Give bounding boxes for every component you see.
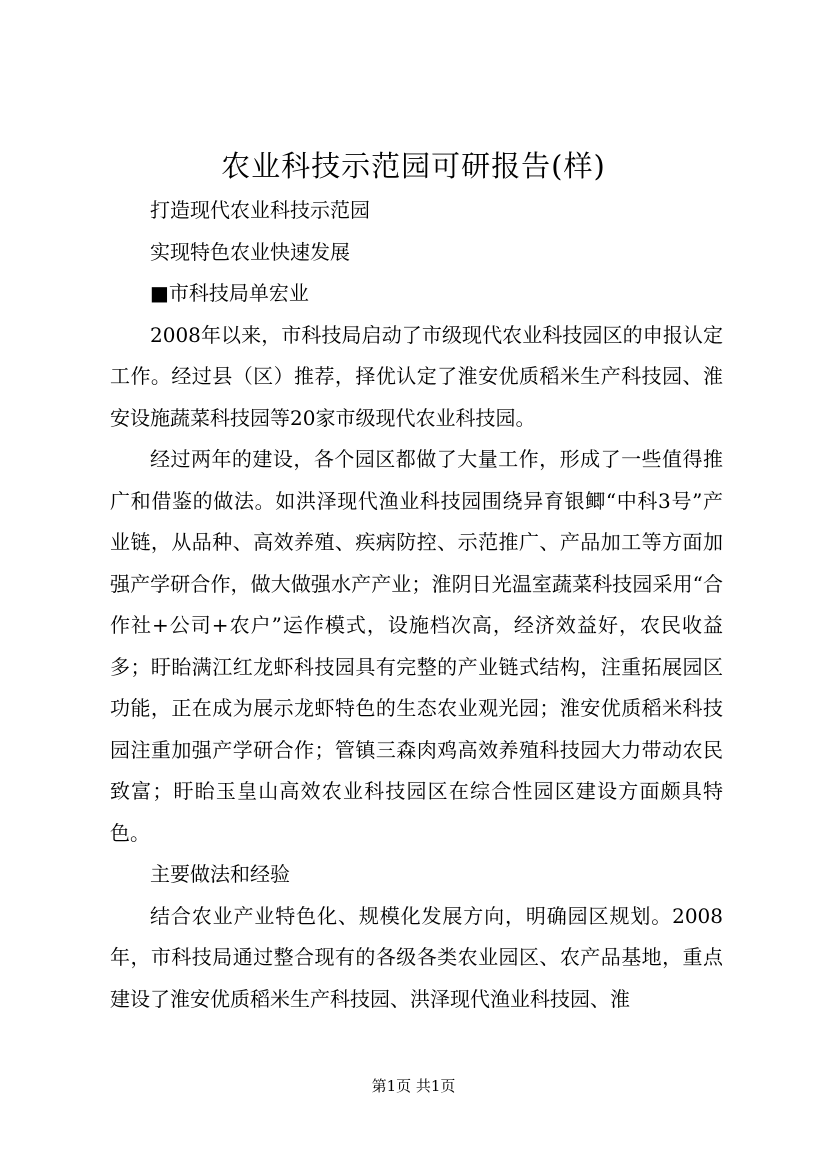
paragraph-author: ■市科技局单宏业 bbox=[150, 281, 309, 305]
paragraph-subtitle-1: 打造现代农业科技示范园 bbox=[150, 198, 370, 222]
paragraph-intro: 2008年以来，市科技局启动了市级现代农业科技园区的申报认定工作。经过县（区）推荐，择优认定了淮安优质稻米生产科技园、淮安设施蔬菜科技园等20家市级现代农业科技园。 bbox=[110, 322, 723, 430]
document-body bbox=[110, 190, 723, 1020]
paragraph-subtitle-2: 实现特色农业快速发展 bbox=[150, 239, 350, 264]
page-number-footer: 第1页 共1页 bbox=[371, 1077, 456, 1095]
paragraph-planning: 结合农业产业特色化、规模化发展方向，明确园区规划。2008年，市科技局通过整合现有的各级各类农业园区、农产品基地，重点建设了淮安优质稻米生产科技园、洪泽现代渔业科技园、淮 bbox=[110, 903, 723, 1011]
paragraph-examples: 经过两年的建设，各个园区都做了大量工作，形成了一些值得推广和借鉴的做法。如洪泽现代渔业科技园围绕异育银鲫“中科3号”产业链，从品种、高效养殖、疾病防控、示范推广、产品加工等方面加强产学研合作，做大做强水产产业；淮阴日光温室蔬菜科技园采用“合作社+公司+农户”运作模式，设施档次高，经济效益好，农民收益多；盱眙满江红龙虾科技园具有完整的产业链式结构，注重拓展园区功能，正在成为展示龙虾特色的生态农业观光园；淮安优质稻米科技园注重加强产学研合作；管镇三森肉鸡高效养殖科技园大力带动农民致富；盱眙玉皇山高效农业科技园区在综合性园区建设方面颇具特色。 bbox=[110, 447, 723, 845]
document-title: 农业科技示范园可研报告(样) bbox=[221, 149, 606, 183]
section-heading: 主要做法和经验 bbox=[150, 862, 290, 886]
